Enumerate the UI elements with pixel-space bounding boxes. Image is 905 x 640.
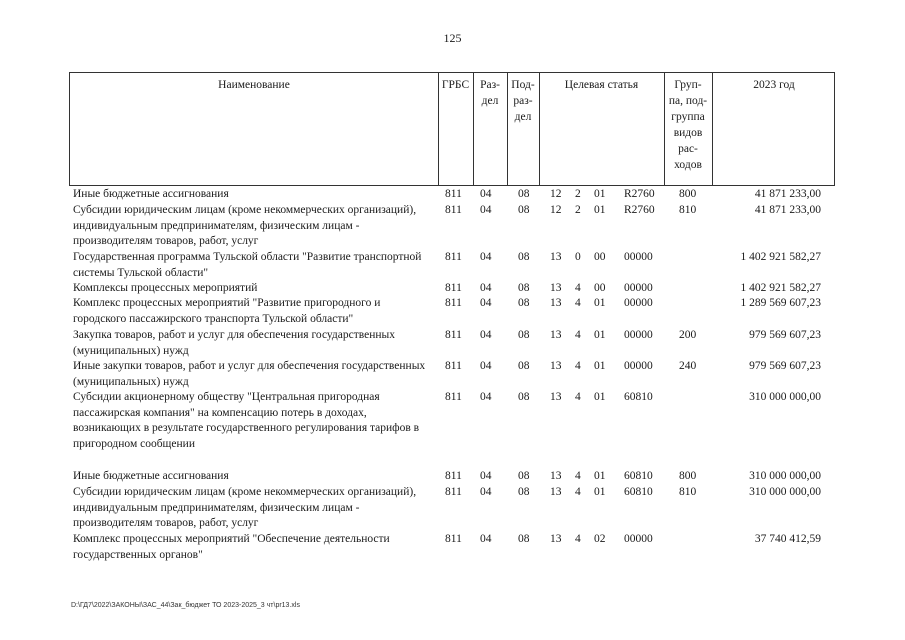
row-grbs: 811 [445,329,462,341]
row-group: 810 [679,486,697,498]
row-target-code: R2760 [624,204,655,216]
header-name: Наименование [218,79,290,91]
row-target-type: 2 [575,204,581,216]
row-target-type: 4 [575,486,581,498]
row-target-sub: 01 [594,360,606,372]
row-amount: 1 289 569 607,23 [740,297,821,309]
row-name: Комплекс процессных мероприятий "Обеспечение деятельности государственных органов" [73,533,390,561]
row-target-code: 60810 [624,470,653,482]
row-podrazdel: 08 [518,329,530,341]
row-target-type: 4 [575,297,581,309]
row-podrazdel: 08 [518,391,530,403]
row-grbs: 811 [445,533,462,545]
row-group: 800 [679,470,697,482]
row-target-type: 0 [575,251,581,263]
row-name: Комплекс процессных мероприятий "Развитие пригородного и городского пассажирского транспорта Тульской области" [73,297,381,325]
header-group: Груп- па, под- группа видов рас- ходов [668,79,708,171]
row-target-sub: 01 [594,329,606,341]
row-grbs: 811 [445,251,462,263]
row-podrazdel: 08 [518,297,530,309]
row-target-sub: 00 [594,251,606,263]
row-target-sub: 01 [594,188,606,200]
row-grbs: 811 [445,297,462,309]
row-target-program: 13 [550,251,562,263]
header-podrazdel: Под- раз- дел [511,79,535,123]
row-grbs: 811 [445,360,462,372]
row-target-type: 4 [575,533,581,545]
row-amount: 41 871 233,00 [754,188,821,200]
row-amount: 310 000 000,00 [749,391,821,403]
row-target-code: 00000 [624,533,653,545]
row-target-sub: 01 [594,470,606,482]
row-target-program: 12 [550,204,562,216]
header-year: 2023 год [753,79,795,91]
row-target-type: 4 [575,470,581,482]
row-target-type: 4 [575,282,581,294]
row-podrazdel: 08 [518,470,530,482]
row-podrazdel: 08 [518,204,530,216]
row-name: Комплексы процессных мероприятий [73,282,258,294]
row-name: Субсидии юридическим лицам (кроме некоммерческих организаций), индивидуальным предпринимателям, физическим лицам - производителям товаров, работ, услуг [73,486,417,529]
row-podrazdel: 08 [518,486,530,498]
row-podrazdel: 08 [518,188,530,200]
row-razdel: 04 [480,297,492,309]
row-target-code: 60810 [624,391,653,403]
row-razdel: 04 [480,391,492,403]
row-target-code: 00000 [624,251,653,263]
row-target-sub: 01 [594,204,606,216]
table-header [69,72,835,186]
row-name: Закупка товаров, работ и услуг для обеспечения государственных (муниципальных) нужд [73,329,396,357]
row-name: Иные бюджетные ассигнования [73,188,229,200]
row-target-code: 00000 [624,297,653,309]
footer-file-path: D:\ГД7\2022\ЗАКОНЫ\ЗАС_44\Зак_бюджет ТО 2023-2025_3 чт\pr13.xls [71,602,300,609]
row-podrazdel: 08 [518,251,530,263]
row-group: 200 [679,329,697,341]
row-grbs: 811 [445,282,462,294]
row-amount: 41 871 233,00 [754,204,821,216]
row-razdel: 04 [480,188,492,200]
header-razdel: Раз- дел [480,79,500,107]
row-name: Иные закупки товаров, работ и услуг для обеспечения государственных (муниципальных) нужд [73,360,426,388]
row-podrazdel: 08 [518,533,530,545]
row-target-program: 12 [550,188,562,200]
row-amount: 979 569 607,23 [749,329,821,341]
row-target-program: 13 [550,533,562,545]
row-razdel: 04 [480,329,492,341]
row-amount: 37 740 412,59 [754,533,821,545]
row-name: Субсидии юридическим лицам (кроме некоммерческих организаций), индивидуальным предпринимателям, физическим лицам - производителям товаров, работ, услуг [73,204,417,247]
row-razdel: 04 [480,470,492,482]
row-target-type: 4 [575,360,581,372]
row-target-type: 4 [575,391,581,403]
row-podrazdel: 08 [518,360,530,372]
row-grbs: 811 [445,391,462,403]
row-target-type: 2 [575,188,581,200]
row-name: Государственная программа Тульской области "Развитие транспортной системы Тульской области" [73,251,422,279]
header-grbs: ГРБС [441,79,470,91]
row-amount: 310 000 000,00 [749,486,821,498]
row-group: 240 [679,360,697,372]
row-target-code: 00000 [624,329,653,341]
row-target-program: 13 [550,282,562,294]
row-group: 800 [679,188,697,200]
row-group: 810 [679,204,697,216]
row-razdel: 04 [480,360,492,372]
row-target-program: 13 [550,297,562,309]
row-target-sub: 01 [594,297,606,309]
page-number: 125 [443,31,462,45]
row-name: Субсидии акционерному обществу "Центральная пригородная пассажирская компания" на компенсацию потерь в доходах, возникающих в результате государственного регулирования тарифов в пригородном сообщении [73,391,420,450]
row-target-sub: 02 [594,533,606,545]
row-target-code: 00000 [624,282,653,294]
row-grbs: 811 [445,204,462,216]
row-target-type: 4 [575,329,581,341]
row-razdel: 04 [480,282,492,294]
row-amount: 310 000 000,00 [749,470,821,482]
row-target-sub: 00 [594,282,606,294]
row-razdel: 04 [480,251,492,263]
row-target-sub: 01 [594,391,606,403]
row-podrazdel: 08 [518,282,530,294]
row-amount: 1 402 921 582,27 [740,251,821,263]
row-target-code: 60810 [624,486,653,498]
row-name: Иные бюджетные ассигнования [73,470,229,482]
row-target-code: 00000 [624,360,653,372]
row-razdel: 04 [480,486,492,498]
row-target-program: 13 [550,470,562,482]
row-target-program: 13 [550,391,562,403]
row-grbs: 811 [445,188,462,200]
row-target-program: 13 [550,486,562,498]
row-amount: 979 569 607,23 [749,360,821,372]
row-razdel: 04 [480,533,492,545]
header-target: Целевая статья [564,79,639,91]
row-grbs: 811 [445,486,462,498]
row-target-sub: 01 [594,486,606,498]
row-grbs: 811 [445,470,462,482]
row-amount: 1 402 921 582,27 [740,282,821,294]
row-target-program: 13 [550,360,562,372]
row-target-code: R2760 [624,188,655,200]
row-razdel: 04 [480,204,492,216]
row-target-program: 13 [550,329,562,341]
